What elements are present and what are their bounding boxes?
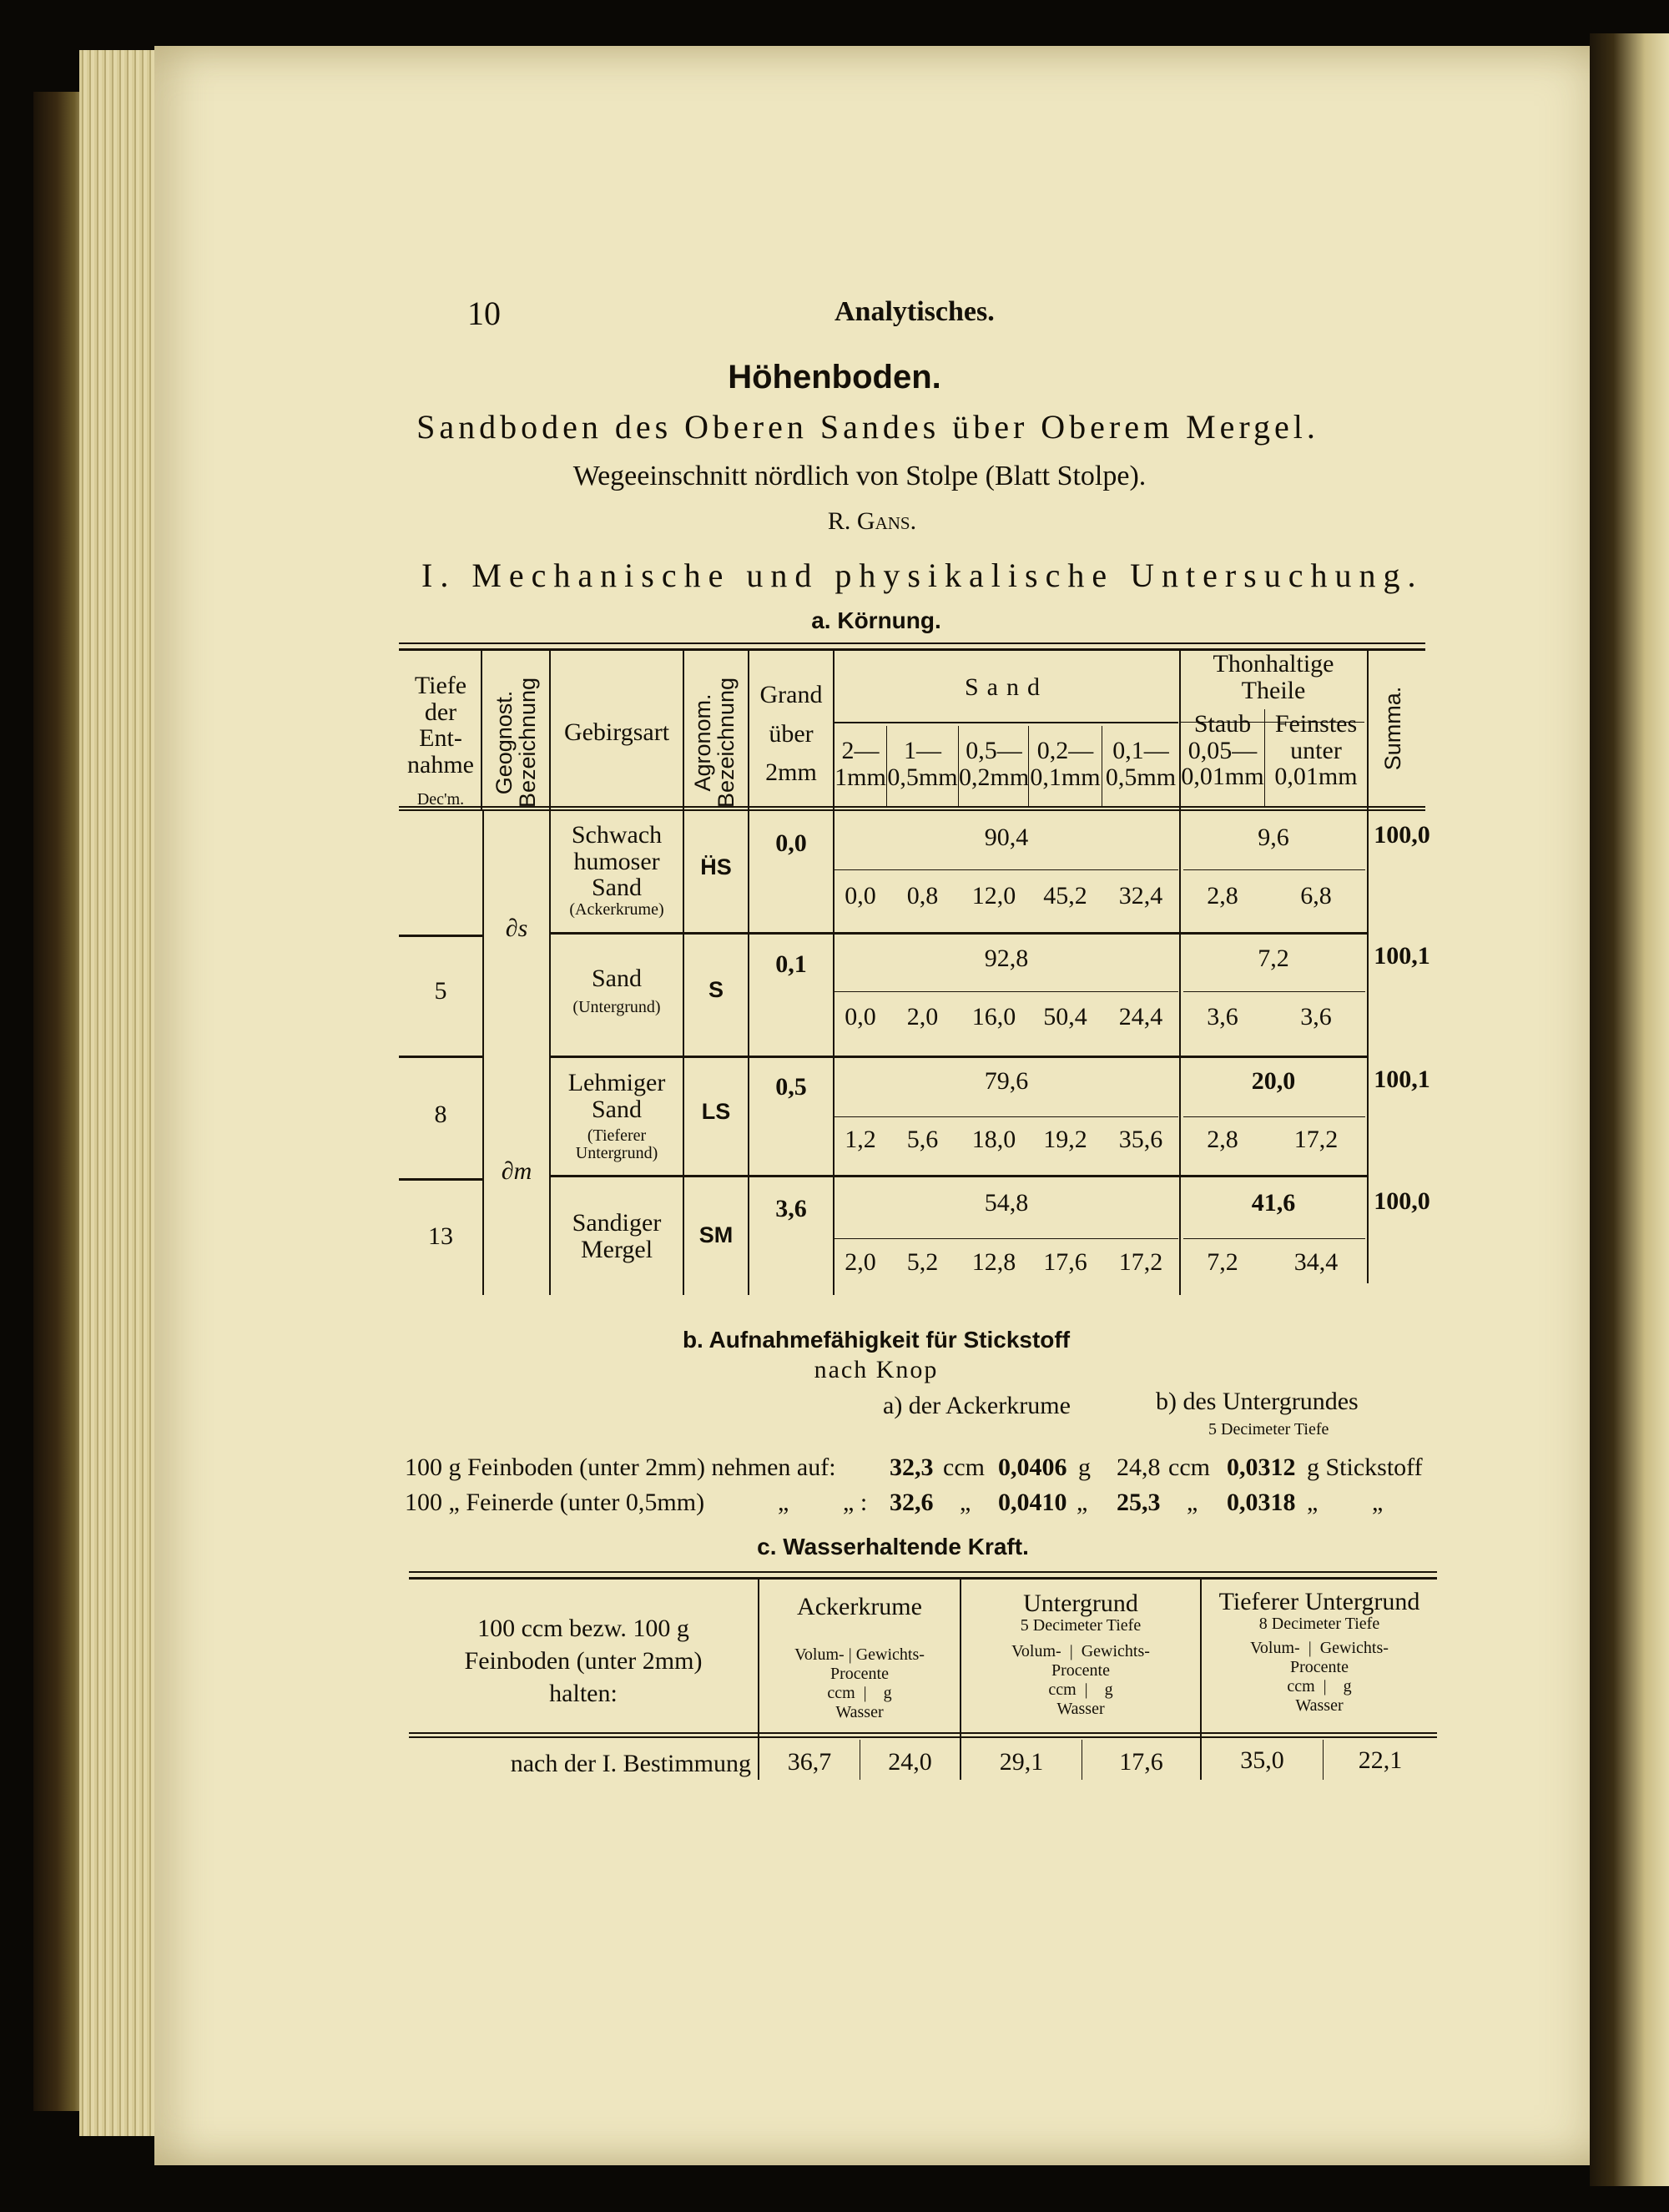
col-b-heading: b) des Untergrundes: [1156, 1388, 1359, 1415]
ditto-mark: „: [1307, 1489, 1319, 1516]
sub-volum: Volum-: [1011, 1642, 1061, 1660]
gebirgsart-line: Sandiger: [572, 1209, 662, 1237]
group-untergrund: Untergrund: [1023, 1590, 1138, 1617]
header-thon-fraction-1b: 0,05—: [1187, 736, 1258, 764]
row-label: 100 „ Feinerde (unter 0,5mm): [405, 1489, 705, 1516]
gebirgsart-line: Schwach: [571, 821, 663, 849]
col-a-heading: a) der Ackerkrume: [883, 1392, 1071, 1419]
gebirgsart-line: Lehmiger: [567, 1069, 666, 1096]
header-sand-fraction-3a: 0,5—: [966, 737, 1022, 764]
header-geognost-2: Bezeichnung: [515, 677, 541, 809]
header-thon-2: Theile: [1241, 676, 1306, 704]
value-cell: 17,6: [1119, 1748, 1163, 1776]
header-depth-4: nahme: [407, 750, 474, 778]
summa-value: 100,1: [1374, 1066, 1430, 1093]
section-heading-b: b. Aufnahmefähigkeit für Stickstoff: [682, 1327, 1071, 1353]
value-a-g: 0,0410: [998, 1489, 1067, 1516]
header-depth-3: Ent-: [419, 724, 462, 752]
ditto-mark: „ :: [843, 1489, 868, 1516]
gebirgsart-note: (Ackerkrume): [569, 899, 664, 919]
section-heading-c: c. Wasserhaltende Kraft.: [757, 1534, 1029, 1559]
header-sand-fraction-5a: 0,1—: [1112, 737, 1169, 764]
sand-fraction-value: 16,0: [971, 1003, 1016, 1030]
value-b-g: 0,0312: [1227, 1454, 1296, 1481]
value-b-ccm: 24,8: [1117, 1454, 1161, 1481]
sand-total: 79,6: [984, 1067, 1029, 1095]
col-b-note: 5 Decimeter Tiefe: [1208, 1420, 1329, 1439]
value-b-g: 0,0318: [1227, 1489, 1296, 1516]
thon-total: 41,6: [1251, 1189, 1296, 1217]
location: Wegeeinschnitt nördlich von Stolpe (Blatt Stolpe).: [572, 461, 1147, 491]
sub-wasser: Wasser: [1295, 1696, 1344, 1715]
thon-fraction-value: 17,2: [1293, 1126, 1339, 1153]
summa-value: 100,0: [1374, 1187, 1430, 1215]
sand-fraction-value: 32,4: [1118, 882, 1163, 909]
row-label: nach der I. Bestimmung: [510, 1750, 751, 1777]
header-sand-fraction-4a: 0,2—: [1036, 737, 1094, 764]
unit-g: g: [1078, 1454, 1091, 1481]
header-thon-1: Thonhaltige: [1213, 650, 1334, 678]
header-grand-2: über: [769, 719, 814, 748]
summa-value: 100,0: [1374, 821, 1430, 849]
group-ackerkrume: Ackerkrume: [797, 1593, 922, 1620]
sub-gewichts: Gewichts-: [1319, 1639, 1389, 1657]
gebirgsart-line: Sand: [592, 874, 642, 901]
geognost-symbol-ds: ∂s: [505, 915, 528, 942]
thon-fraction-value: 3,6: [1300, 1003, 1332, 1030]
gebirgsart-line: Sand: [592, 965, 642, 992]
header-thon-fraction-1c: 0,01mm: [1181, 763, 1264, 790]
thon-fraction-value: 2,8: [1207, 882, 1238, 909]
thon-fraction-value: 3,6: [1207, 1003, 1238, 1030]
label-line: halten:: [549, 1680, 618, 1707]
sub-ccm: ccm: [827, 1684, 855, 1702]
value-a-ccm: 32,3: [890, 1454, 934, 1481]
sand-fraction-value: 19,2: [1043, 1126, 1087, 1153]
thon-total: 9,6: [1258, 824, 1289, 851]
sand-fraction-value: 18,0: [971, 1126, 1016, 1153]
header-sand-fraction-2b: 0,5mm: [887, 763, 958, 791]
thon-total: 20,0: [1251, 1067, 1296, 1095]
sub-g: g: [1343, 1677, 1352, 1696]
sand-fraction-value: 0,0: [845, 1003, 876, 1030]
subtitle: Sandboden des Oberen Sandes über Oberem Mergel.: [416, 408, 1319, 446]
group-untergrund-note: 5 Decimeter Tiefe: [1020, 1616, 1142, 1635]
value-a-g: 0,0406: [998, 1454, 1067, 1481]
sand-fraction-value: 5,2: [906, 1248, 939, 1276]
header-sand-fraction-1b: 1mm: [834, 763, 886, 791]
section-heading-a: a. Körnung.: [811, 607, 941, 633]
thon-fraction-value: 7,2: [1207, 1248, 1238, 1276]
header-sand-fraction-2a: 1—: [904, 737, 941, 764]
sub-wasser: Wasser: [1056, 1700, 1105, 1718]
header-sand-fraction-3b: 0,2mm: [959, 763, 1030, 791]
sub-wasser: Wasser: [835, 1703, 884, 1721]
sub-gewichts: Gewichts-: [855, 1645, 925, 1664]
gebirgsart-note: (Untergrund): [572, 997, 661, 1016]
sand-fraction-value: 2,0: [845, 1248, 876, 1276]
agronom-symbol: S: [708, 977, 724, 1002]
thon-total: 7,2: [1258, 945, 1289, 972]
agronom-symbol: SM: [698, 1222, 734, 1247]
sub-procente: Procente: [830, 1665, 889, 1683]
sand-fraction-value: 1,2: [845, 1126, 876, 1153]
gebirgsart-line: humoser: [573, 847, 660, 875]
sub-procente: Procente: [1290, 1658, 1349, 1676]
sub-g: g: [883, 1684, 892, 1702]
thon-fraction-value: 6,8: [1300, 882, 1332, 909]
header-agronom-1: Agronom.: [690, 693, 715, 792]
header-thon-fraction-2a: Feinstes: [1274, 710, 1358, 738]
header-geognost-1: Geognost.: [492, 690, 517, 795]
unit-ccm: ccm: [943, 1454, 985, 1481]
sand-total: 92,8: [984, 945, 1029, 972]
header-agronom-2: Bezeichnung: [713, 677, 739, 809]
page-title: Höhenboden.: [728, 359, 941, 396]
header-thon-fraction-2b: unter: [1290, 736, 1342, 764]
header-gebirgsart: Gebirgsart: [563, 718, 670, 746]
label-line: Feinboden (unter 2mm): [464, 1647, 703, 1675]
geognost-symbol-dm: ∂m: [501, 1157, 532, 1185]
sub-ccm: ccm: [1048, 1680, 1077, 1699]
header-summa: Summa.: [1380, 686, 1405, 771]
agronom-symbol: ḦS: [700, 854, 732, 879]
sand-fraction-value: 24,4: [1118, 1003, 1163, 1030]
sand-fraction-value: 12,8: [971, 1248, 1016, 1276]
sand-fraction-value: 17,2: [1118, 1248, 1163, 1276]
sand-total: 90,4: [984, 824, 1029, 851]
sand-total: 54,8: [984, 1189, 1029, 1217]
ditto-mark: „: [1372, 1489, 1384, 1516]
author: R. Gans.: [827, 507, 917, 535]
sand-fraction-value: 17,6: [1043, 1248, 1087, 1276]
sand-fraction-value: 50,4: [1043, 1003, 1087, 1030]
header-grand-1: Grand: [759, 681, 823, 708]
sub-gewichts: Gewichts-: [1081, 1642, 1150, 1660]
thon-fraction-value: 34,4: [1293, 1248, 1339, 1276]
value-cell: 35,0: [1240, 1746, 1284, 1774]
sand-fraction-value: 12,0: [971, 882, 1016, 909]
header-sand: Sand: [965, 673, 1048, 701]
header-sand-fraction-5b: 0,5mm: [1105, 763, 1177, 791]
sub-g: g: [1104, 1680, 1113, 1699]
sand-fraction-value: 0,8: [906, 882, 939, 909]
label-line: 100 ccm bezw. 100 g: [477, 1615, 689, 1642]
agronom-symbol: LS: [701, 1099, 731, 1124]
group-tieferer-note: 8 Decimeter Tiefe: [1258, 1615, 1380, 1633]
ditto-mark: „: [1187, 1489, 1198, 1516]
header-sand-fraction-1a: 2—: [841, 737, 880, 764]
sand-fraction-value: 35,6: [1118, 1126, 1163, 1153]
sand-fraction-value: 0,0: [845, 882, 876, 909]
header-depth-2: der: [424, 698, 457, 726]
facing-page-edge: [1590, 33, 1669, 2186]
depth-mark-8: 8: [434, 1101, 447, 1128]
section-heading-b-sub: nach Knop: [814, 1356, 939, 1383]
ditto-mark: „: [1077, 1489, 1088, 1516]
header-depth-1: Tiefe: [414, 672, 467, 699]
unit-ccm: ccm: [1168, 1454, 1210, 1481]
grand-value: 0,1: [775, 950, 807, 978]
grand-value: 3,6: [775, 1195, 807, 1222]
gebirgsart-line: Mergel: [580, 1235, 653, 1263]
summa-value: 100,1: [1374, 942, 1430, 970]
header-depth-unit: Dec'm.: [416, 790, 465, 809]
page-number: 10: [467, 295, 501, 332]
thon-fraction-value: 2,8: [1207, 1126, 1238, 1153]
value-cell: 36,7: [787, 1748, 832, 1776]
value-cell: 24,0: [888, 1748, 932, 1776]
sand-fraction-value: 45,2: [1043, 882, 1087, 909]
header-thon-fraction-1a: Staub: [1193, 710, 1252, 738]
grand-value: 0,0: [775, 829, 807, 857]
value-a-ccm: 32,6: [890, 1489, 934, 1516]
header-sand-fraction-4b: 0,1mm: [1030, 763, 1101, 791]
sub-volum: Volum-: [1250, 1639, 1300, 1657]
gebirgsart-line: Sand: [592, 1095, 642, 1123]
header-grand-3: 2mm: [765, 758, 817, 786]
header-thon-fraction-2c: 0,01mm: [1274, 763, 1358, 790]
ditto-mark: „: [960, 1489, 971, 1516]
sand-fraction-value: 2,0: [906, 1003, 939, 1030]
running-head: Analytisches.: [834, 296, 995, 327]
value-cell: 29,1: [999, 1748, 1044, 1776]
value-cell: 22,1: [1358, 1746, 1403, 1774]
group-tieferer-untergrund: Tieferer Untergrund: [1218, 1588, 1420, 1615]
sub-volum: Volum-: [794, 1645, 845, 1664]
ditto-mark: „: [778, 1489, 789, 1516]
gebirgsart-note: (Tieferer Untergrund): [575, 1126, 658, 1162]
sub-ccm: ccm: [1287, 1677, 1315, 1696]
value-b-ccm: 25,3: [1117, 1489, 1161, 1516]
depth-mark-13: 13: [428, 1222, 453, 1250]
depth-mark-5: 5: [434, 977, 447, 1005]
sub-procente: Procente: [1051, 1661, 1110, 1680]
section-heading-1: I. Mechanische und physikalische Untersuchung.: [421, 557, 1424, 594]
grand-value: 0,5: [775, 1073, 807, 1101]
sand-fraction-value: 5,6: [906, 1126, 939, 1153]
unit-suffix: g Stickstoff: [1307, 1454, 1423, 1481]
row-label: 100 g Feinboden (unter 2mm) nehmen auf:: [405, 1454, 836, 1481]
